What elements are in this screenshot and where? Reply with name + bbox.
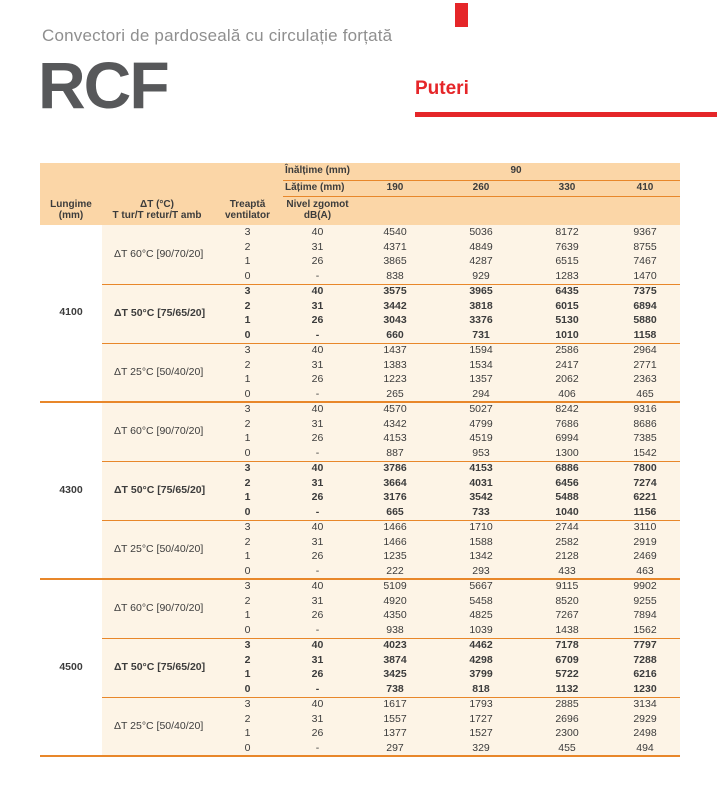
length-label: 4100 [40, 225, 102, 402]
power-value-cell: 731 [438, 328, 524, 343]
power-value-cell: 1466 [352, 520, 438, 535]
power-value-cell: 3865 [352, 255, 438, 270]
table-row [40, 520, 680, 535]
power-value-cell: 1223 [352, 373, 438, 388]
fan-step-cell: 2 [212, 535, 283, 550]
fan-step-cell: 3 [212, 225, 283, 240]
power-value-cell: 329 [438, 741, 524, 756]
power-value-cell: 2363 [610, 373, 680, 388]
power-value-cell: 3818 [438, 299, 524, 314]
power-value-cell: 455 [524, 741, 610, 756]
fan-step-cell: 1 [212, 550, 283, 565]
noise-level-cell: 26 [283, 255, 352, 270]
power-value-cell: 1357 [438, 373, 524, 388]
fan-step-cell: 1 [212, 727, 283, 742]
fan-step-cell: 2 [212, 476, 283, 491]
fan-step-cell: 0 [212, 741, 283, 756]
col-header-nivel-line1: Nivel zgomot [286, 199, 349, 211]
power-value-cell: 7375 [610, 284, 680, 299]
power-value-cell: 5458 [438, 594, 524, 609]
noise-level-cell: 40 [283, 638, 352, 653]
noise-level-cell: 31 [283, 535, 352, 550]
power-value-cell: 4799 [438, 417, 524, 432]
power-value-cell: 838 [352, 269, 438, 284]
power-value-cell: 265 [352, 387, 438, 402]
noise-level-cell: 31 [283, 653, 352, 668]
noise-level-cell: 26 [283, 432, 352, 447]
power-value-cell: 3376 [438, 314, 524, 329]
noise-level-cell: 31 [283, 240, 352, 255]
power-value-cell: 4287 [438, 255, 524, 270]
length-label: 4300 [40, 402, 102, 579]
noise-level-cell: - [283, 446, 352, 461]
product-model-title: RCF [38, 48, 168, 122]
power-value-cell: 929 [438, 269, 524, 284]
fan-step-cell: 3 [212, 520, 283, 535]
power-value-cell: 2300 [524, 727, 610, 742]
power-value-cell: 297 [352, 741, 438, 756]
power-value-cell: 5036 [438, 225, 524, 240]
col-header-delta-t-line1: ΔT (°C) [140, 199, 174, 210]
power-value-cell: 3575 [352, 284, 438, 299]
power-value-cell: 733 [438, 505, 524, 520]
section-underline [415, 112, 717, 117]
noise-level-cell: 40 [283, 520, 352, 535]
noise-level-cell: - [283, 328, 352, 343]
col-header-lungime-line2: (mm) [58, 209, 84, 221]
power-value-cell: 1588 [438, 535, 524, 550]
length-label: 4500 [40, 579, 102, 756]
power-value-cell: 2929 [610, 712, 680, 727]
power-value-cell: 3110 [610, 520, 680, 535]
fan-step-cell: 3 [212, 343, 283, 358]
power-value-cell: 1283 [524, 269, 610, 284]
power-value-cell: 6709 [524, 653, 610, 668]
noise-level-cell: 40 [283, 343, 352, 358]
power-value-cell: 3786 [352, 461, 438, 476]
col-header-nivel-line2: dB(A) [303, 209, 332, 221]
noise-level-cell: 40 [283, 402, 352, 417]
power-value-cell: 4920 [352, 594, 438, 609]
noise-level-cell: - [283, 269, 352, 284]
power-value-cell: 294 [438, 387, 524, 402]
power-value-cell: 4519 [438, 432, 524, 447]
header-row-height [40, 163, 680, 180]
power-value-cell: 494 [610, 741, 680, 756]
power-value-cell: 1562 [610, 623, 680, 638]
power-value-cell: 9367 [610, 225, 680, 240]
page-subtitle: Convectori de pardoseală cu circulație forțată [42, 26, 393, 45]
power-value-cell: 2498 [610, 727, 680, 742]
power-value-cell: 9316 [610, 402, 680, 417]
power-value-cell: 8520 [524, 594, 610, 609]
power-value-cell: 3134 [610, 697, 680, 712]
power-value-cell: 1466 [352, 535, 438, 550]
power-value-cell: 4371 [352, 240, 438, 255]
power-value-cell: 2586 [524, 343, 610, 358]
power-value-cell: 7267 [524, 609, 610, 624]
power-value-cell: 8242 [524, 402, 610, 417]
power-value-cell: 1300 [524, 446, 610, 461]
fan-step-cell: 3 [212, 284, 283, 299]
delta-t-label: ΔT 50°C [75/65/20] [102, 284, 212, 343]
power-value-cell: 660 [352, 328, 438, 343]
power-value-cell: 2885 [524, 697, 610, 712]
power-value-cell: 4153 [438, 461, 524, 476]
power-value-cell: 2771 [610, 358, 680, 373]
power-value-cell: 6221 [610, 491, 680, 506]
page-tab-marker [455, 3, 468, 27]
power-value-cell: 738 [352, 682, 438, 697]
power-value-cell: 6456 [524, 476, 610, 491]
fan-step-cell: 3 [212, 579, 283, 594]
fan-step-cell: 2 [212, 299, 283, 314]
power-value-cell: 1342 [438, 550, 524, 565]
power-value-cell: 293 [438, 564, 524, 579]
table-row [40, 225, 680, 240]
power-value-cell: 7385 [610, 432, 680, 447]
power-value-cell: 2964 [610, 343, 680, 358]
power-value-cell: 5667 [438, 579, 524, 594]
power-value-cell: 1542 [610, 446, 680, 461]
power-value-cell: 1235 [352, 550, 438, 565]
noise-level-cell: 26 [283, 727, 352, 742]
fan-step-cell: 0 [212, 269, 283, 284]
header-width-260: 260 [438, 180, 524, 196]
power-value-cell: 7274 [610, 476, 680, 491]
fan-step-cell: 3 [212, 638, 283, 653]
power-value-cell: 2469 [610, 550, 680, 565]
noise-level-cell: 26 [283, 668, 352, 683]
col-header-lungime-line1: Lungime [50, 199, 92, 210]
power-value-cell: 2417 [524, 358, 610, 373]
power-value-cell: 7800 [610, 461, 680, 476]
power-value-cell: 7797 [610, 638, 680, 653]
power-value-cell: 665 [352, 505, 438, 520]
power-value-cell: 8172 [524, 225, 610, 240]
power-value-cell: 887 [352, 446, 438, 461]
noise-level-cell: 31 [283, 417, 352, 432]
power-value-cell: 4570 [352, 402, 438, 417]
noise-level-cell: 40 [283, 579, 352, 594]
noise-level-cell: 26 [283, 550, 352, 565]
power-value-cell: 7894 [610, 609, 680, 624]
power-value-cell: 1132 [524, 682, 610, 697]
power-value-cell: 7467 [610, 255, 680, 270]
power-value-cell: 9902 [610, 579, 680, 594]
fan-step-cell: 0 [212, 505, 283, 520]
col-header-nivel-zgomot [283, 196, 352, 225]
power-value-cell: 3542 [438, 491, 524, 506]
power-value-cell: 1158 [610, 328, 680, 343]
delta-t-label: ΔT 50°C [75/65/20] [102, 461, 212, 520]
power-value-cell: 4023 [352, 638, 438, 653]
header-inaltime-label: Înălțime (mm) [283, 163, 352, 180]
power-value-cell: 1594 [438, 343, 524, 358]
table-row [40, 697, 680, 712]
power-value-cell: 953 [438, 446, 524, 461]
delta-t-label: ΔT 60°C [90/70/20] [102, 402, 212, 461]
table-body [40, 225, 680, 756]
col-header-treapta-line2: ventilator [224, 209, 270, 221]
delta-t-label: ΔT 25°C [50/40/20] [102, 520, 212, 579]
power-value-cell: 4462 [438, 638, 524, 653]
delta-t-label: ΔT 60°C [90/70/20] [102, 225, 212, 284]
power-value-cell: 3664 [352, 476, 438, 491]
table-row [40, 284, 680, 299]
table-row [40, 638, 680, 653]
noise-level-cell: - [283, 505, 352, 520]
power-value-cell: 6994 [524, 432, 610, 447]
noise-level-cell: - [283, 564, 352, 579]
fan-step-cell: 0 [212, 446, 283, 461]
power-value-cell: 7288 [610, 653, 680, 668]
power-value-cell: 4350 [352, 609, 438, 624]
power-value-cell: 1383 [352, 358, 438, 373]
noise-level-cell: - [283, 387, 352, 402]
fan-step-cell: 1 [212, 668, 283, 683]
power-value-cell: 1557 [352, 712, 438, 727]
header-width-330: 330 [524, 180, 610, 196]
noise-level-cell: 26 [283, 491, 352, 506]
fan-step-cell: 0 [212, 564, 283, 579]
power-value-cell: 9255 [610, 594, 680, 609]
power-value-cell: 465 [610, 387, 680, 402]
noise-level-cell: 40 [283, 697, 352, 712]
section-title: Puteri [415, 78, 469, 99]
table-row [40, 461, 680, 476]
header-latime-label: Lățime (mm) [283, 180, 352, 196]
fan-step-cell: 1 [212, 609, 283, 624]
fan-step-cell: 2 [212, 240, 283, 255]
noise-level-cell: 40 [283, 461, 352, 476]
noise-level-cell: - [283, 623, 352, 638]
power-value-cell: 3176 [352, 491, 438, 506]
power-value-cell: 1156 [610, 505, 680, 520]
power-value-cell: 5880 [610, 314, 680, 329]
power-value-cell: 1710 [438, 520, 524, 535]
power-value-cell: 818 [438, 682, 524, 697]
header-empty-cell [352, 196, 680, 225]
table-row [40, 402, 680, 417]
power-value-cell: 2696 [524, 712, 610, 727]
fan-step-cell: 3 [212, 402, 283, 417]
fan-step-cell: 0 [212, 328, 283, 343]
power-value-cell: 3799 [438, 668, 524, 683]
header-width-410: 410 [610, 180, 680, 196]
power-value-cell: 4031 [438, 476, 524, 491]
col-header-treapta-line1: Treaptă [229, 199, 266, 210]
power-value-cell: 2582 [524, 535, 610, 550]
fan-step-cell: 2 [212, 653, 283, 668]
power-value-cell: 1039 [438, 623, 524, 638]
table-header [40, 163, 680, 225]
power-value-cell: 433 [524, 564, 610, 579]
col-header-treapta [212, 163, 283, 225]
power-value-cell: 3425 [352, 668, 438, 683]
power-value-cell: 4298 [438, 653, 524, 668]
power-value-cell: 2062 [524, 373, 610, 388]
table-row [40, 343, 680, 358]
noise-level-cell: 31 [283, 476, 352, 491]
power-value-cell: 4825 [438, 609, 524, 624]
power-value-cell: 1438 [524, 623, 610, 638]
noise-level-cell: 31 [283, 358, 352, 373]
power-value-cell: 6894 [610, 299, 680, 314]
col-header-lungime [40, 163, 102, 225]
fan-step-cell: 3 [212, 697, 283, 712]
power-value-cell: 9115 [524, 579, 610, 594]
fan-step-cell: 1 [212, 491, 283, 506]
noise-level-cell: 31 [283, 712, 352, 727]
power-value-cell: 3043 [352, 314, 438, 329]
power-table-grid [40, 163, 680, 757]
fan-step-cell: 2 [212, 358, 283, 373]
power-value-cell: 6015 [524, 299, 610, 314]
noise-level-cell: 26 [283, 314, 352, 329]
fan-step-cell: 2 [212, 594, 283, 609]
noise-level-cell: 26 [283, 609, 352, 624]
power-value-cell: 2128 [524, 550, 610, 565]
power-value-cell: 4342 [352, 417, 438, 432]
col-header-delta-t [102, 163, 212, 225]
fan-step-cell: 2 [212, 712, 283, 727]
power-value-cell: 1470 [610, 269, 680, 284]
noise-level-cell: 31 [283, 299, 352, 314]
power-value-cell: 4153 [352, 432, 438, 447]
noise-level-cell: 40 [283, 225, 352, 240]
header-inaltime-value: 90 [352, 163, 680, 180]
power-value-cell: 7686 [524, 417, 610, 432]
power-value-cell: 6216 [610, 668, 680, 683]
noise-level-cell: - [283, 741, 352, 756]
power-value-cell: 1534 [438, 358, 524, 373]
power-value-cell: 7639 [524, 240, 610, 255]
power-value-cell: 1040 [524, 505, 610, 520]
power-value-cell: 463 [610, 564, 680, 579]
fan-step-cell: 0 [212, 682, 283, 697]
power-value-cell: 5027 [438, 402, 524, 417]
noise-level-cell: 26 [283, 373, 352, 388]
power-value-cell: 406 [524, 387, 610, 402]
power-value-cell: 1527 [438, 727, 524, 742]
power-value-cell: 222 [352, 564, 438, 579]
power-value-cell: 7178 [524, 638, 610, 653]
power-value-cell: 4849 [438, 240, 524, 255]
fan-step-cell: 1 [212, 373, 283, 388]
fan-step-cell: 1 [212, 432, 283, 447]
noise-level-cell: 31 [283, 594, 352, 609]
power-value-cell: 6886 [524, 461, 610, 476]
power-value-cell: 1010 [524, 328, 610, 343]
power-value-cell: 3874 [352, 653, 438, 668]
power-value-cell: 6515 [524, 255, 610, 270]
noise-level-cell: - [283, 682, 352, 697]
table-row [40, 579, 680, 594]
power-value-cell: 1793 [438, 697, 524, 712]
fan-step-cell: 2 [212, 417, 283, 432]
power-value-cell: 5488 [524, 491, 610, 506]
power-value-cell: 4540 [352, 225, 438, 240]
power-value-cell: 8686 [610, 417, 680, 432]
power-value-cell: 8755 [610, 240, 680, 255]
fan-step-cell: 0 [212, 387, 283, 402]
power-value-cell: 5130 [524, 314, 610, 329]
fan-step-cell: 0 [212, 623, 283, 638]
noise-level-cell: 40 [283, 284, 352, 299]
delta-t-label: ΔT 25°C [50/40/20] [102, 697, 212, 756]
power-value-cell: 5722 [524, 668, 610, 683]
power-table [40, 163, 680, 757]
power-value-cell: 2919 [610, 535, 680, 550]
power-value-cell: 3442 [352, 299, 438, 314]
power-value-cell: 5109 [352, 579, 438, 594]
fan-step-cell: 1 [212, 255, 283, 270]
delta-t-label: ΔT 50°C [75/65/20] [102, 638, 212, 697]
fan-step-cell: 3 [212, 461, 283, 476]
delta-t-label: ΔT 60°C [90/70/20] [102, 579, 212, 638]
power-value-cell: 938 [352, 623, 438, 638]
fan-step-cell: 1 [212, 314, 283, 329]
power-value-cell: 1437 [352, 343, 438, 358]
power-value-cell: 6435 [524, 284, 610, 299]
power-value-cell: 1617 [352, 697, 438, 712]
power-value-cell: 2744 [524, 520, 610, 535]
power-value-cell: 1727 [438, 712, 524, 727]
delta-t-label: ΔT 25°C [50/40/20] [102, 343, 212, 402]
col-header-delta-t-line2: T tur/T retur/T amb [112, 209, 202, 221]
power-value-cell: 1377 [352, 727, 438, 742]
power-value-cell: 1230 [610, 682, 680, 697]
power-value-cell: 3965 [438, 284, 524, 299]
header-width-190: 190 [352, 180, 438, 196]
